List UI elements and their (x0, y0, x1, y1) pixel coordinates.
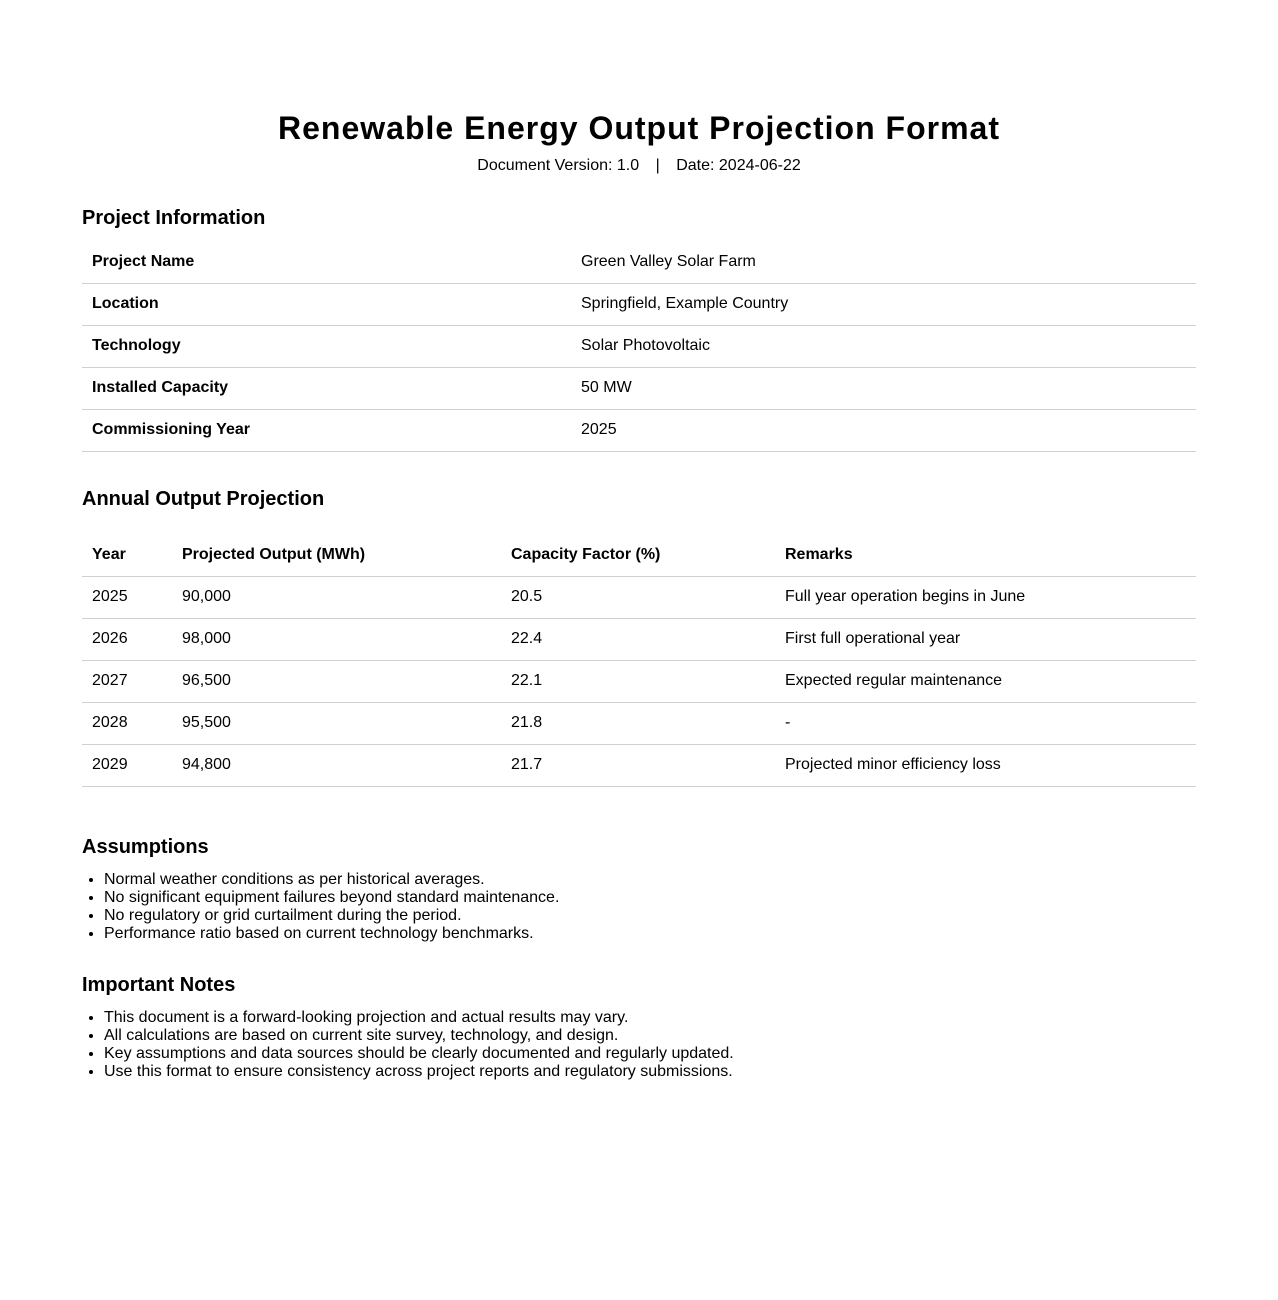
project-info-table (82, 241, 1196, 452)
cell-remarks: Expected regular maintenance (775, 660, 1196, 702)
info-value: Green Valley Solar Farm (571, 241, 1196, 283)
list-item: • Performance ratio based on current technology benchmarks. (104, 925, 559, 943)
cell-capacity-factor: 21.7 (501, 744, 775, 786)
meta-separator: | (655, 157, 660, 174)
cell-capacity-factor: 21.8 (501, 702, 775, 744)
info-label: Technology (82, 325, 571, 367)
table-row (82, 744, 1196, 786)
list-item: • No regulatory or grid curtailment during the period. (104, 907, 559, 925)
table-row (82, 618, 1196, 660)
table-row (82, 576, 1196, 618)
list-item: • All calculations are based on current site survey, technology, and design. (104, 1027, 734, 1045)
list-item: • This document is a forward-looking projection and actual results may vary. (104, 1009, 734, 1027)
cell-output: 95,500 (172, 702, 501, 744)
column-header-output: Projected Output (MWh) (172, 534, 501, 576)
column-header-capacity-factor: Capacity Factor (%) (501, 534, 775, 576)
project-info-heading: Project Information (82, 207, 266, 229)
info-value: 50 MW (571, 367, 1196, 409)
table-row (82, 409, 1196, 451)
annual-output-heading: Annual Output Projection (82, 488, 325, 510)
list-item: • Use this format to ensure consistency across project reports and regulatory submissions. (104, 1063, 734, 1081)
cell-remarks: Projected minor efficiency loss (775, 744, 1196, 786)
table-row (82, 325, 1196, 367)
notes-heading: Important Notes (82, 974, 236, 996)
cell-remarks: First full operational year (775, 618, 1196, 660)
info-value: Solar Photovoltaic (571, 325, 1196, 367)
table-row (82, 241, 1196, 283)
document-date: Date: 2024-06-22 (676, 157, 801, 174)
info-label: Installed Capacity (82, 367, 571, 409)
cell-output: 98,000 (172, 618, 501, 660)
cell-year: 2027 (82, 660, 172, 702)
cell-output: 94,800 (172, 744, 501, 786)
column-header-remarks: Remarks (775, 534, 1196, 576)
info-label: Project Name (82, 241, 571, 283)
list-item: • No significant equipment failures beyond standard maintenance. (104, 889, 559, 907)
document-meta (0, 157, 1278, 175)
list-item: • Key assumptions and data sources should be clearly documented and regularly updated. (104, 1045, 734, 1063)
document-title: Renewable Energy Output Projection Format (278, 110, 1000, 146)
assumptions-list (82, 871, 559, 943)
table-row (82, 283, 1196, 325)
cell-output: 96,500 (172, 660, 501, 702)
notes-list (82, 1009, 734, 1081)
table-header-row (82, 534, 1196, 576)
info-value: Springfield, Example Country (571, 283, 1196, 325)
info-label: Location (82, 283, 571, 325)
cell-year: 2028 (82, 702, 172, 744)
info-value: 2025 (571, 409, 1196, 451)
cell-capacity-factor: 22.1 (501, 660, 775, 702)
annual-output-table (82, 534, 1196, 787)
document-version: Document Version: 1.0 (477, 157, 640, 174)
assumptions-heading: Assumptions (82, 836, 209, 858)
cell-remarks: Full year operation begins in June (775, 576, 1196, 618)
cell-remarks: - (775, 702, 1196, 744)
cell-output: 90,000 (172, 576, 501, 618)
cell-year: 2029 (82, 744, 172, 786)
column-header-year: Year (82, 534, 172, 576)
cell-capacity-factor: 20.5 (501, 576, 775, 618)
info-label: Commissioning Year (82, 409, 571, 451)
cell-capacity-factor: 22.4 (501, 618, 775, 660)
list-item: • Normal weather conditions as per historical averages. (104, 871, 559, 889)
table-row (82, 702, 1196, 744)
table-row (82, 660, 1196, 702)
cell-year: 2025 (82, 576, 172, 618)
table-row (82, 367, 1196, 409)
cell-year: 2026 (82, 618, 172, 660)
